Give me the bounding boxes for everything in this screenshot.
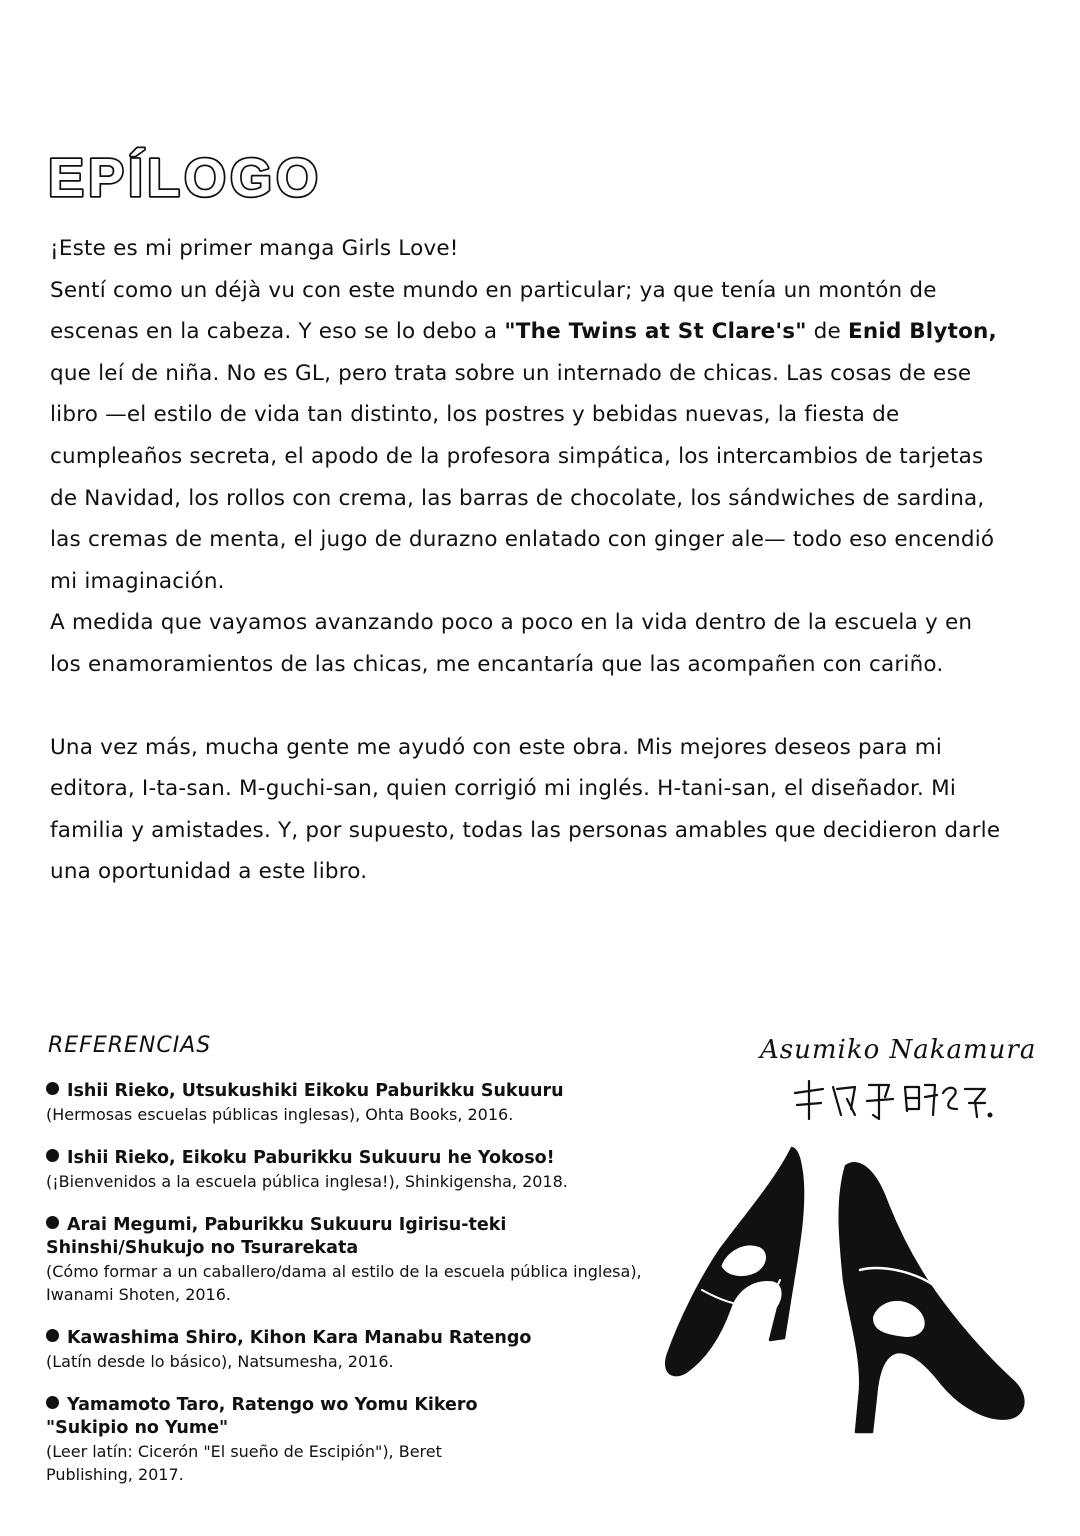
references-heading: REFERENCIAS <box>48 1033 212 1058</box>
bullet-icon <box>46 1149 59 1162</box>
bullet-icon <box>46 1329 59 1342</box>
paragraph-gap <box>50 686 1010 727</box>
bullet-icon <box>46 1216 59 1229</box>
book-title: "The Twins at St Clare's" <box>504 319 807 345</box>
paragraph-wish: A medida que vayamos avanzando poco a poco en la vida dentro de la escuela y en los enamoramientos de las chicas, me encantaría que las acompañen con cariño. <box>50 610 973 677</box>
page-title <box>44 140 364 210</box>
bullet-icon <box>46 1396 59 1409</box>
reference-item: Ishii Rieko, Eikoku Paburikku Sukuuru he Yokoso! (¡Bienvenidos a la escuela pública inglesa!), Shinkigensha, 2018. <box>46 1148 568 1191</box>
paragraph-inspiration: Sentí como un déjà vu con este mundo en particular; ya que tenía un montón de escenas en la cabeza. Y eso se lo debo a "The Twins at St Clare's" de Enid Blyton, que leí de niña. No es GL, pero trata sobre un internado de chicas. Las cosas de ese libro —el estilo de vida tan distinto, los postres y bebidas nuevas, la fiesta de cumpleaños secreta, el apodo de la profesora simpática, los intercambios de tarjetas de Navidad, los rollos con crema, las barras de chocolate, los sándwiches de sardina, las cremas de menta, el jugo de durazno enlatado con ginger ale— todo eso encendió mi imaginación. <box>50 277 997 594</box>
title-outlined-lettering <box>44 140 364 210</box>
reference-item: Arai Megumi, Paburikku Sukuuru Igirisu-teki Shinshi/Shukujo no Tsurarekata (Cómo formar a un caballero/dama al estilo de la escuela pública inglesa), Iwanami Shoten, 2016. <box>46 1215 642 1304</box>
reference-item: Ishii Rieko, Utsukushiki Eikoku Paburikku Sukuuru (Hermosas escuelas públicas inglesas), Ohta Books, 2016. <box>46 1081 564 1124</box>
shoes-illustration <box>660 1140 1040 1530</box>
bullet-icon <box>46 1082 59 1095</box>
svg-text:EPÍLOGO: EPÍLOGO <box>48 148 323 208</box>
author-name: Asumiko Nakamura <box>760 1035 1037 1065</box>
epilogue-body <box>50 228 1010 893</box>
reference-item: Yamamoto Taro, Ratengo wo Yomu Kikero "Sukipio no Yume" (Leer latín: Cicerón "El sueño de Escipión"), Beret Publishing, 2017. <box>46 1395 478 1484</box>
paragraph-intro: ¡Este es mi primer manga Girls Love! <box>50 236 459 261</box>
reference-item: Kawashima Shiro, Kihon Kara Manabu Ratengo (Latín desde lo básico), Natsumesha, 2016. <box>46 1328 532 1371</box>
handwritten-signature <box>785 1075 995 1125</box>
book-author: Enid Blyton, <box>847 319 997 345</box>
references-list <box>46 1080 686 1507</box>
paragraph-thanks: Una vez más, mucha gente me ayudó con este obra. Mis mejores deseos para mi editora, I-ta-san. M-guchi-san, quien corrigió mi inglés. H-tani-san, el diseñador. Mi familia y amistades. Y, por supuesto, todas las personas amables que decidieron darle una oportunidad a este libro. <box>50 734 1001 885</box>
